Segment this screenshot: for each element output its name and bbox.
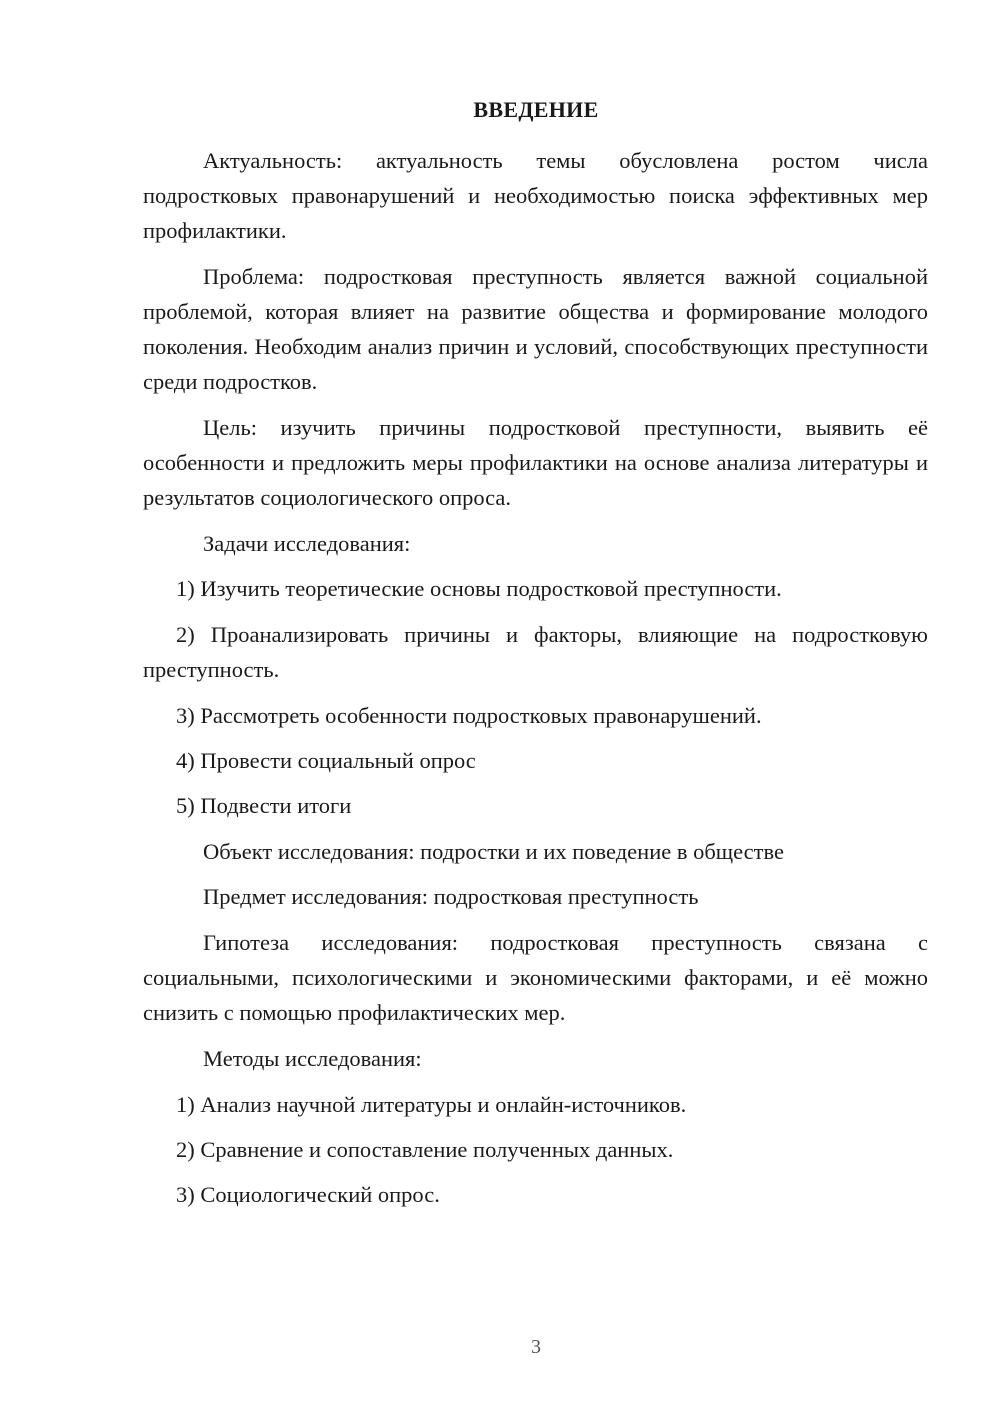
task-item-5: 5) Подвести итоги: [176, 793, 352, 818]
method-item-2: 2) Сравнение и сопоставление полученных данных.: [176, 1137, 674, 1162]
relevance-paragraph: Актуальность: актуальность темы обусловлена ростом числа подростковых правонарушений и необходимостью поиска эффективных мер профилактики.: [143, 148, 928, 243]
method-item-1: 1) Анализ научной литературы и онлайн-источников.: [176, 1092, 687, 1117]
research-object: Объект исследования: подростки и их поведение в обществе: [203, 839, 784, 864]
task-item-4: 4) Провести социальный опрос: [176, 748, 476, 773]
method-item-3: 3) Социологический опрос.: [176, 1182, 440, 1207]
goal-paragraph: Цель: изучить причины подростковой преступности, выявить её особенности и предложить меры профилактики на основе анализа литературы и результатов социологического опроса.: [143, 415, 928, 510]
research-subject: Предмет исследования: подростковая преступность: [203, 884, 699, 909]
task-item-1: 1) Изучить теоретические основы подростковой преступности.: [176, 576, 782, 601]
problem-paragraph: Проблема: подростковая преступность является важной социальной проблемой, которая влияет на развитие общества и формирование молодого поколения. Необходим анализ причин и условий, способствующих преступности среди подростков.: [143, 264, 928, 394]
task-item-2: 2) Проанализировать причины и факторы, влияющие на подростковую преступность.: [143, 622, 928, 682]
methods-heading: Методы исследования:: [203, 1046, 422, 1071]
tasks-heading: Задачи исследования:: [203, 531, 411, 556]
task-item-3: 3) Рассмотреть особенности подростковых правонарушений.: [176, 703, 762, 728]
page-number: 3: [531, 1336, 541, 1358]
hypothesis-paragraph: Гипотеза исследования: подростковая преступность связана с социальными, психологическими и экономическими факторами, и её можно снизить с помощью профилактических мер.: [143, 930, 928, 1025]
section-title: ВВЕДЕНИЕ: [473, 97, 599, 122]
